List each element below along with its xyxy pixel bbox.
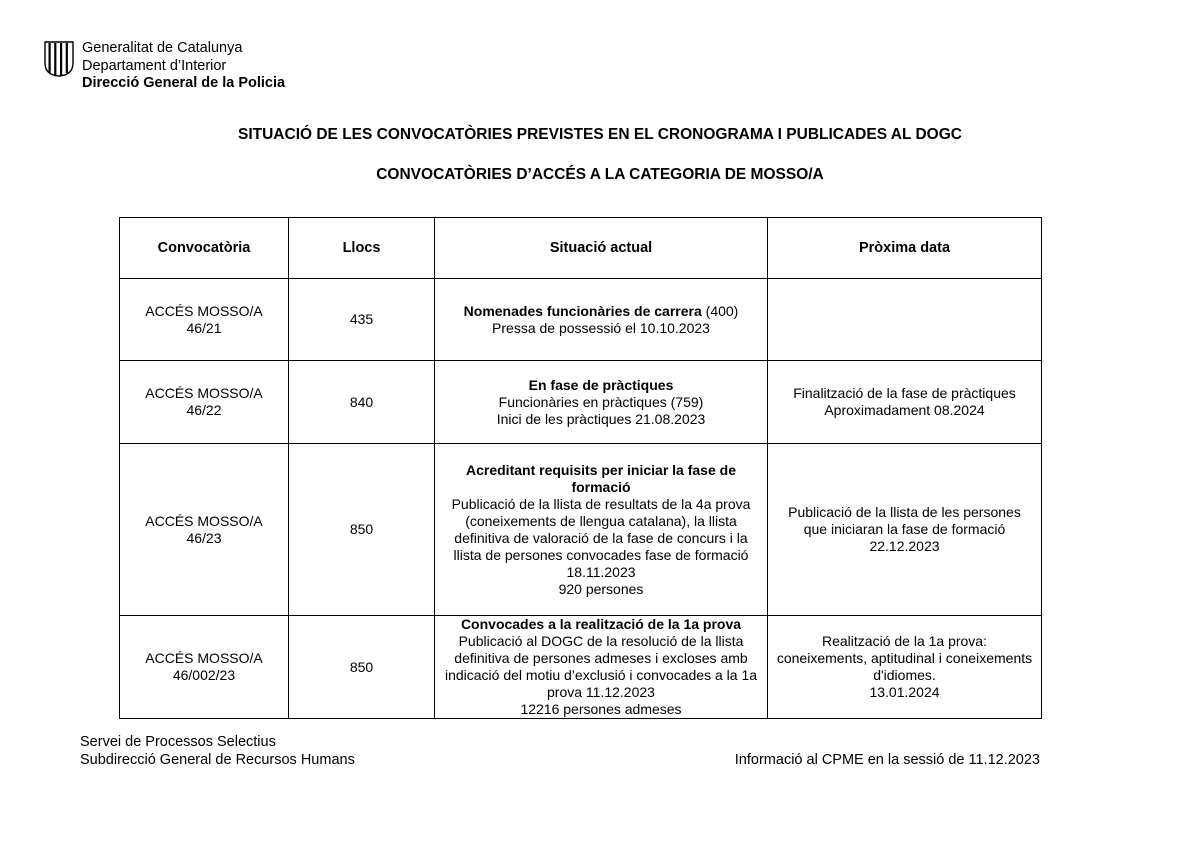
situacio-status: En fase de pràctiques: [528, 376, 674, 393]
proxima-line: Finalització de la fase de pràctiques: [793, 385, 1016, 401]
header-llocs: Llocs: [289, 218, 435, 279]
situacio-count: (400): [701, 302, 739, 319]
proxima-line: d'idiomes.: [873, 667, 936, 683]
header-proxima-data: Pròxima data: [768, 218, 1042, 279]
situacio-line: Publicació de la llista de resultats de la 4a prova (coneixements de llengua catalana), la llista definitiva de valoració de la fase de concurs i la llista de persones convocades fase de formació: [451, 496, 751, 563]
organization-name: [82, 40, 285, 93]
table-row: [120, 361, 1042, 444]
cell-situacio: [435, 279, 768, 361]
conv-name: ACCÉS MOSSO/A: [145, 512, 263, 529]
proxima-line: Realització de la 1a prova:: [822, 633, 987, 649]
situacio-line: 12216 persones admeses: [520, 701, 682, 717]
org-line-2: Departament d’Interior: [82, 57, 227, 74]
cell-proxima-data: [768, 361, 1042, 444]
conv-code: 46/21: [186, 319, 222, 336]
proxima-line: 22.12.2023: [869, 538, 940, 554]
footer-service: Servei de Processos Selectius: [80, 734, 276, 750]
cell-proxima-data: [768, 616, 1042, 719]
cell-situacio: [435, 616, 768, 719]
convocatories-table: [119, 217, 1042, 719]
proxima-line: Aproximadament 08.2024: [824, 402, 985, 418]
proxima-line: 13.01.2024: [869, 684, 940, 700]
situacio-heading: [441, 303, 761, 320]
cell-situacio: [435, 361, 768, 444]
cell-proxima-data: [768, 279, 1042, 361]
footer-subdirection: Subdirecció General de Recursos Humans: [80, 752, 355, 768]
page-subtitle: CONVOCATÒRIES D’ACCÉS A LA CATEGORIA DE MOSSO/A: [376, 166, 824, 183]
header: [44, 40, 285, 93]
situacio-status: Nomenades funcionàries de carrera: [463, 302, 702, 319]
table-row: [120, 444, 1042, 616]
footer-left: [80, 733, 355, 769]
situacio-status: Convocades a la realització de la 1a prova: [460, 616, 742, 632]
cell-llocs: 840: [289, 361, 435, 444]
conv-code: 46/002/23: [172, 667, 236, 683]
org-line-3: Direcció General de la Policia: [82, 75, 286, 91]
cell-convocatoria: [120, 279, 289, 361]
cell-convocatoria: [120, 361, 289, 444]
conv-name: ACCÉS MOSSO/A: [145, 650, 263, 666]
proxima-line: coneixements, aptitudinal i coneixements: [776, 650, 1033, 666]
proxima-line: Publicació de la llista de les persones: [788, 504, 1021, 520]
footer-right: Informació al CPME en la sessió de 11.12.2023: [734, 752, 1040, 768]
catalonia-emblem-icon: [44, 41, 74, 77]
situacio-line: 18.11.2023: [566, 564, 636, 580]
cell-llocs: 850: [289, 444, 435, 616]
conv-code: 46/22: [186, 402, 222, 418]
situacio-line: Inici de les pràctiques 21.08.2023: [496, 410, 706, 427]
cell-llocs: 435: [289, 279, 435, 361]
cell-convocatoria: [120, 444, 289, 616]
conv-name: ACCÉS MOSSO/A: [145, 302, 263, 319]
table-header-row: [120, 218, 1042, 279]
situacio-line: Funcionàries en pràctiques (759): [498, 393, 704, 410]
situacio-line: Pressa de possessió el 10.10.2023: [492, 319, 710, 336]
page-title: SITUACIÓ DE LES CONVOCATÒRIES PREVISTES EN EL CRONOGRAMA I PUBLICADES AL DOGC: [238, 126, 962, 143]
table-row: [120, 279, 1042, 361]
cell-llocs: 850: [289, 616, 435, 719]
org-line-1: Generalitat de Catalunya: [82, 40, 243, 56]
conv-name: ACCÉS MOSSO/A: [145, 385, 263, 401]
cell-proxima-data: [768, 444, 1042, 616]
header-situacio: Situació actual: [435, 218, 768, 279]
situacio-status: Acreditant requisits per iniciar la fase de formació: [466, 462, 736, 495]
cell-situacio: [435, 444, 768, 616]
proxima-line: que iniciaran la fase de formació: [803, 521, 1006, 537]
header-convocatoria: Convocatòria: [120, 218, 289, 279]
table-row: [120, 616, 1042, 719]
situacio-line: Publicació al DOGC de la resolució de la llista definitiva de persones admeses i excloses amb indicació del motiu d’exclusió i convocades a la 1a prova 11.12.2023: [444, 633, 758, 700]
cell-convocatoria: [120, 616, 289, 719]
situacio-line: 920 persones: [558, 581, 644, 597]
conv-code: 46/23: [186, 529, 222, 546]
